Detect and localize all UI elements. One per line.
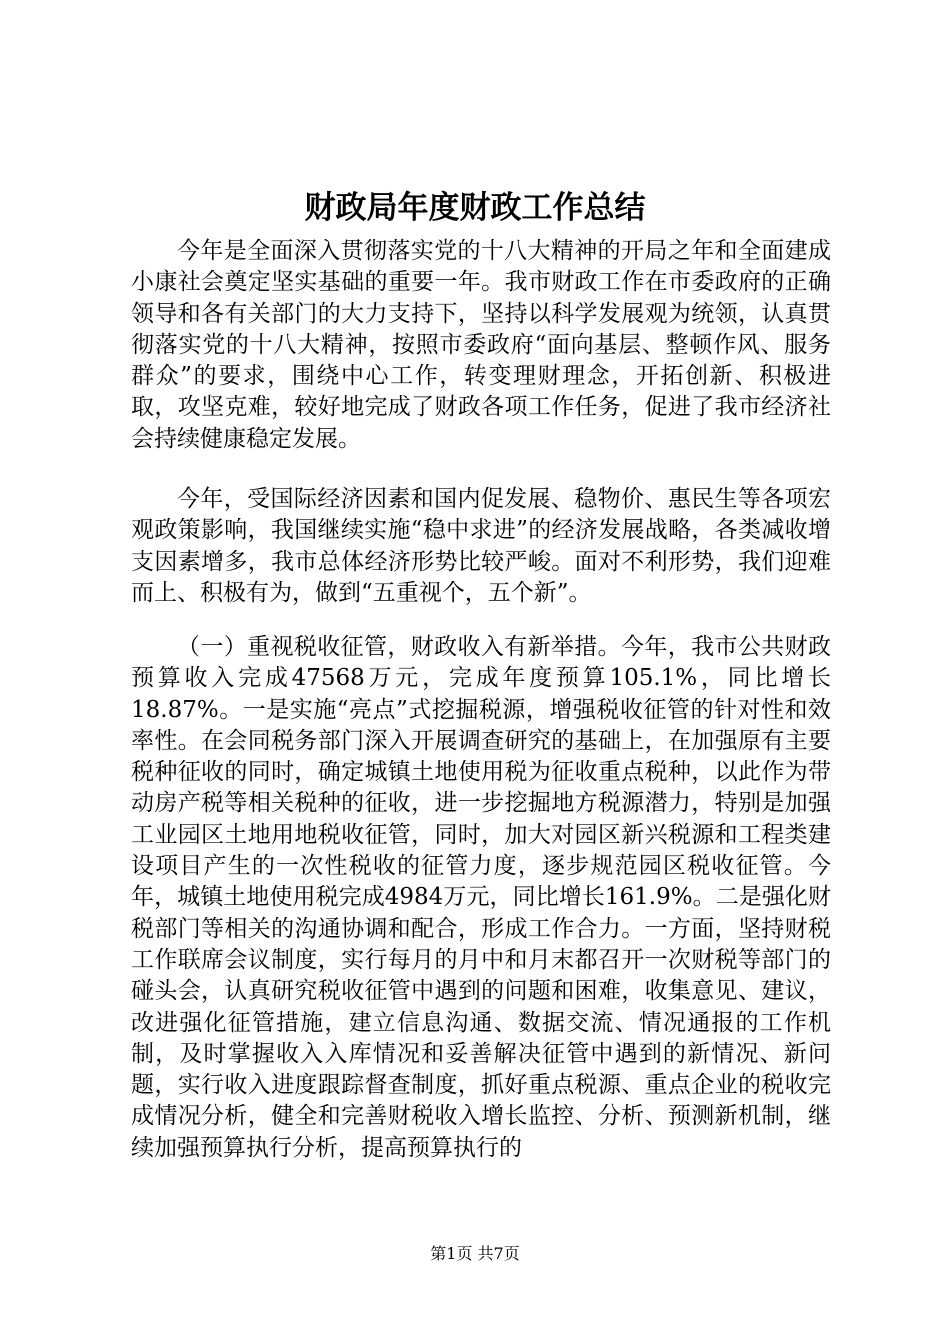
page-total: 共7页 — [477, 1244, 520, 1263]
paragraph-situation: 今年，受国际经济因素和国内促发展、稳物价、惠民生等各项宏观政策影响，我国继续实施“稳中求进”的经济发展战略，各类减收增支因素增多，我市总体经济形势比较严峻。面对不利形势，我们迎难而上、积极有为，做到“五重视个，五个新”。 — [131, 486, 831, 606]
page-number: 第1页 — [430, 1244, 473, 1263]
paragraph-intro: 今年是全面深入贯彻落实党的十八大精神的开局之年和全面建成小康社会奠定坚实基础的重要一年。我市财政工作在市委政府的正确领导和各有关部门的大力支持下，坚持以科学发展观为统领，认真贯彻落实党的十八大精神，按照市委政府“面向基层、整顿作风、服务群众”的要求，围绕中心工作，转变理财理念，开拓创新、积极进取，攻坚克难，较好地完成了财政各项工作任务，促进了我市经济社会持续健康稳定发展。 — [131, 238, 831, 452]
paragraph-section-1: （一）重视税收征管，财政收入有新举措。今年，我市公共财政预算收入完成47568万元，完成年度预算105.1%，同比增长18.87%。一是实施“亮点”式挖掘税源，增强税收征管的针对性和效率性。在会同税务部门深入开展调查研究的基础上，在加强原有主要税种征收的同时，确定城镇土地使用税为征收重点税种，以此作为带动房产税等相关税种的征收，进一步挖掘地方税源潜力，特别是加强工业园区土地用地税收征管，同时，加大对园区新兴税源和工程类建设项目产生的一次性税收的征管力度，逐步规范园区税收征管。今年，城镇土地使用税完成4984万元，同比增长161.9%。二是强化财税部门等相关的沟通协调和配合，形成工作合力。一方面，坚持财税工作联席会议制度，实行每月的月中和月末都召开一次财税等部门的碰头会，认真研究税收征管中遇到的问题和困难，收集意见、建议，改进强化征管措施，建立信息沟通、数据交流、情况通报的工作机制，及时掌握收入入库情况和妥善解决征管中遇到的新情况、新问题，实行收入进度跟踪督查制度，抓好重点税源、重点企业的税收完成情况分析，健全和完善财税收入增长监控、分析、预测新机制，继续加强预算执行分析，提高预算执行的 — [131, 634, 831, 1161]
page-footer — [0, 1243, 950, 1265]
document-title: 财政局年度财政工作总结 — [304, 190, 646, 226]
